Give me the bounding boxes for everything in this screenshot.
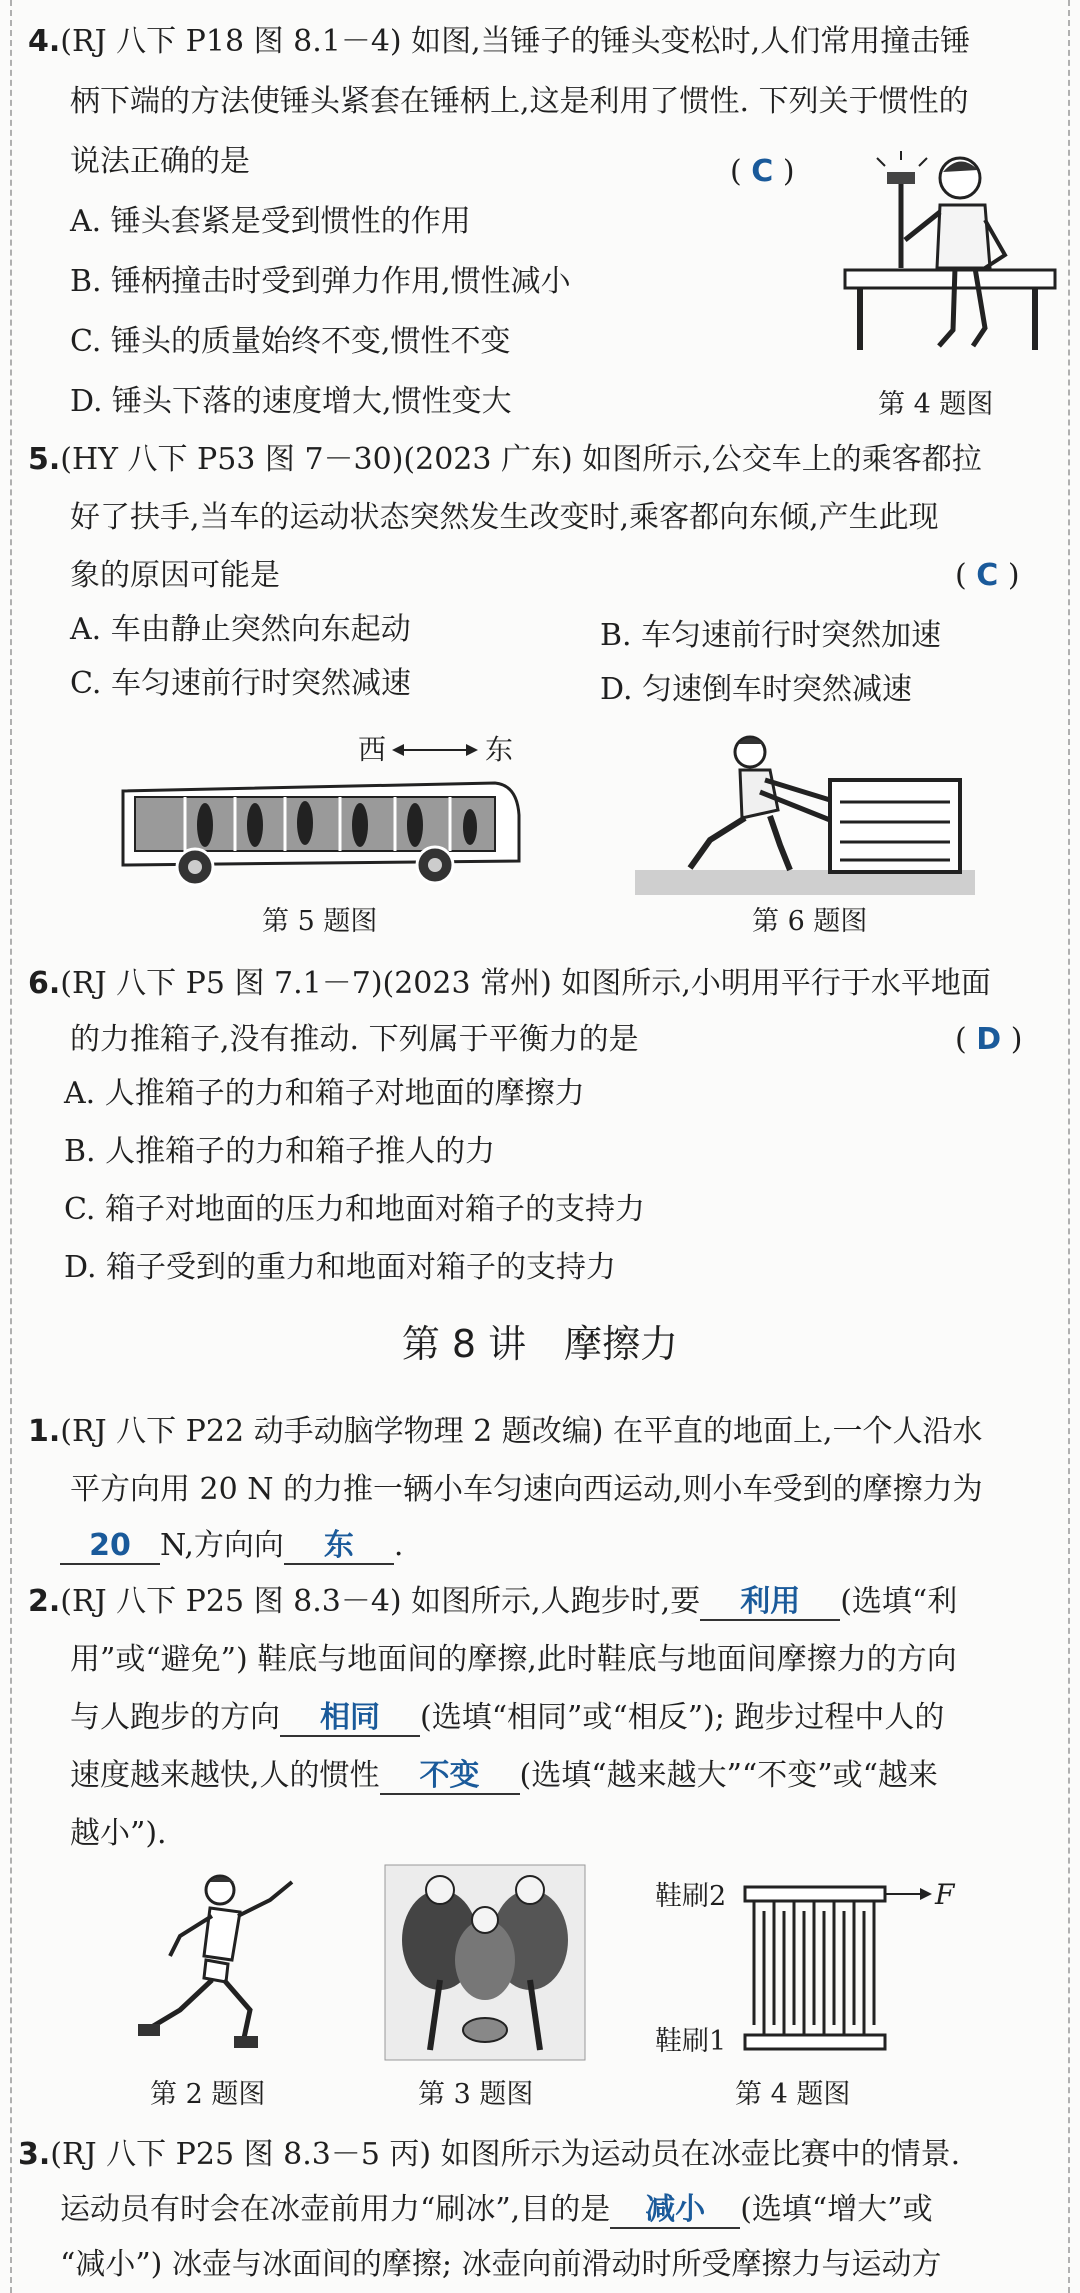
q6-line-2: 的力推箱子,没有推动. 下列属于平衡力的是 <box>70 1022 639 1057</box>
q5-option-d: D. 匀速倒车时突然减速 <box>600 672 913 707</box>
s3-line-2: 运动员有时会在冰壶前用力“刷冰”,目的是 减小 (选填“增大”或 <box>60 2192 933 2227</box>
q5-line-1: 5.(HY 八下 P53 图 7－30)(2023 广东) 如图所示,公交车上的乘客都拉 <box>28 442 982 477</box>
q4-option-a: A. 锤头套紧是受到惯性的作用 <box>70 204 471 239</box>
q6-option-c: C. 箱子对地面的压力和地面对箱子的支持力 <box>64 1192 645 1227</box>
q4-option-b: B. 锤柄撞击时受到弹力作用,惯性减小 <box>70 264 571 299</box>
q4-number: 4. <box>28 24 61 59</box>
s2-line-4: 速度越来越快,人的惯性 不变 (选填“越来越大”“不变”或“越来 <box>70 1758 938 1793</box>
s3-blank-1: 减小 <box>610 2193 740 2229</box>
q5-answer: ( C ) <box>955 558 1020 593</box>
q6-answer: ( D ) <box>955 1022 1023 1057</box>
q4-option-d: D. 锤头下落的速度增大,惯性变大 <box>70 384 512 419</box>
hammer-figure <box>835 150 1065 365</box>
fig4-caption: 第 4 题图 <box>735 2079 851 2110</box>
force-label: F <box>935 1878 955 1911</box>
q6-option-a: A. 人推箱子的力和箱子对地面的摩擦力 <box>64 1076 585 1111</box>
s2-blank-1: 利用 <box>700 1585 840 1621</box>
q4-figure-caption: 第 4 题图 <box>878 389 994 420</box>
fig3-caption: 第 3 题图 <box>418 2079 534 2110</box>
s2-line-3: 与人跑步的方向 相同 (选填“相同”或“相反”); 跑步过程中人的 <box>70 1700 945 1735</box>
s1-number: 1. <box>28 1414 61 1449</box>
s2-number: 2. <box>28 1584 61 1619</box>
s3-line-3: “减小”) 冰壶与冰面间的摩擦; 冰壶向前滑动时所受摩擦力与运动方 <box>60 2247 942 2282</box>
s3-number: 3. <box>18 2137 51 2172</box>
q6-figure-caption: 第 6 题图 <box>752 906 868 937</box>
s2-line-5: 越小”). <box>70 1816 167 1851</box>
bus-figure <box>115 775 525 890</box>
q5-line-2: 好了扶手,当车的运动状态突然发生改变时,乘客都向东倾,产生此现 <box>70 500 939 535</box>
s2-blank-3: 不变 <box>380 1759 520 1795</box>
q5-option-c: C. 车匀速前行时突然减速 <box>70 666 411 701</box>
brush2-label: 鞋刷2 <box>655 1881 727 1912</box>
curling-figure <box>380 1860 590 2065</box>
direction-east-label: 东 <box>485 733 514 766</box>
s1-blank-2: 东 <box>284 1529 394 1565</box>
q6-option-b: B. 人推箱子的力和箱子推人的力 <box>64 1134 496 1169</box>
section-title: 第 8 讲 摩擦力 <box>401 1322 679 1366</box>
q4-line-2: 柄下端的方法使锤头紧套在锤柄上,这是利用了惯性. 下列关于惯性的 <box>70 84 969 119</box>
direction-west-label: 西 <box>358 733 387 766</box>
q5-option-a: A. 车由静止突然向东起动 <box>70 612 411 647</box>
s1-blank-1: 20 <box>60 1529 160 1565</box>
q4-option-c: C. 锤头的质量始终不变,惯性不变 <box>70 324 511 359</box>
q4-line-1: 4.(RJ 八下 P18 图 8.1－4) 如图,当锤子的锤头变松时,人们常用撞击锤 <box>28 24 971 59</box>
fig2-caption: 第 2 题图 <box>150 2079 266 2110</box>
s2-line-1: 2.(RJ 八下 P25 图 8.3－4) 如图所示,人跑步时,要 利用 (选填“利 <box>28 1584 958 1619</box>
push-box-figure <box>630 730 980 900</box>
s1-line-2: 平方向用 20 N 的力推一辆小车匀速向西运动,则小车受到的摩擦力为 <box>70 1472 983 1507</box>
q4-line-3: 说法正确的是 <box>70 144 250 179</box>
left-dashed-border <box>10 0 12 2293</box>
q6-option-d: D. 箱子受到的重力和地面对箱子的支持力 <box>64 1250 617 1285</box>
q5-line-3: 象的原因可能是 <box>70 558 280 593</box>
q5-figure-caption: 第 5 题图 <box>262 906 378 937</box>
s1-line-3: 20 N,方向向 东 . <box>60 1526 403 1566</box>
direction-arrow <box>390 740 480 760</box>
q4-answer: ( C ) <box>730 154 795 189</box>
q5-option-b: B. 车匀速前行时突然加速 <box>600 618 942 653</box>
s2-line-2: 用”或“避免”) 鞋底与地面间的摩擦,此时鞋底与地面间摩擦力的方向 <box>70 1642 957 1677</box>
q6-number: 6. <box>28 966 61 1001</box>
brush1-label: 鞋刷1 <box>655 2026 727 2057</box>
s1-line-1: 1.(RJ 八下 P22 动手动脑学物理 2 题改编) 在平直的地面上,一个人沿水 <box>28 1414 983 1449</box>
q5-number: 5. <box>28 442 61 477</box>
s2-blank-2: 相同 <box>280 1701 420 1737</box>
right-dashed-border <box>1068 0 1070 2293</box>
q6-line-1: 6.(RJ 八下 P5 图 7.1－7)(2023 常州) 如图所示,小明用平行于水平地面 <box>28 966 991 1001</box>
s3-line-1: 3.(RJ 八下 P25 图 8.3－5 丙) 如图所示为运动员在冰壶比赛中的情景. <box>18 2137 961 2172</box>
running-figure <box>120 1860 320 2060</box>
